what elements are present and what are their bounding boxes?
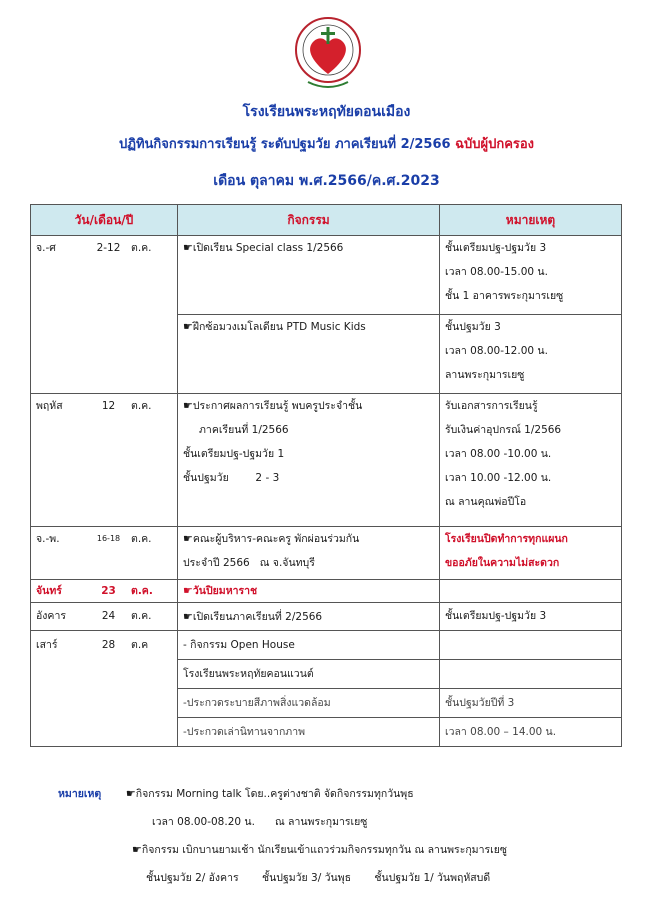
table-row bbox=[31, 580, 622, 603]
date-cell: จันทร์ 23 ต.ค. bbox=[31, 580, 178, 603]
activity-cell: -ประกวดเล่านิทานจากภาพ bbox=[178, 718, 440, 747]
notes-line-1: กิจกรรม Morning talk โดย..ครูต่างชาติ จัดกิจกรรมทุกวันพุธ bbox=[135, 788, 414, 800]
table-row bbox=[31, 236, 622, 315]
date-cell: เสาร์ 28 ต.ค bbox=[31, 631, 178, 747]
note-cell: เวลา 08.00 – 14.00 น. bbox=[440, 718, 622, 747]
table-row bbox=[31, 631, 622, 660]
activity-cell: ☛เปิดเรียนภาคเรียนที่ 2/2566 bbox=[178, 603, 440, 631]
notes-line-2: เวลา 08.00-08.20 น. ณ ลานพระกุมารเยซู bbox=[152, 816, 368, 828]
table-row bbox=[31, 394, 622, 527]
notes-line-4: ชั้นปฐมวัย 2/ อังคาร ชั้นปฐมวัย 3/ วันพุธ ชั้นปฐมวัย 1/ วันพฤหัสบดี bbox=[146, 872, 491, 884]
month-title: เดือน ตุลาคม พ.ศ.2566/ค.ศ.2023 bbox=[213, 173, 440, 189]
note-cell: ชั้นปฐมวัย 3 เวลา 08.00-12.00 น. ลานพระกุมารเยซู bbox=[440, 315, 622, 394]
note-cell bbox=[440, 660, 622, 689]
school-logo bbox=[294, 12, 362, 94]
pointing-hand-icon: ☛ bbox=[183, 399, 193, 412]
pointing-hand-icon: ☛ bbox=[183, 532, 193, 545]
notes-line-3: กิจกรรม เบิกบานยามเช้า นักเรียนเข้าแถวร่วมกิจกรรมทุกวัน ณ ลานพระกุมารเยซู bbox=[141, 844, 508, 856]
school-title: โรงเรียนพระหฤทัยดอนเมือง bbox=[242, 104, 411, 120]
header-activity: กิจกรรม bbox=[178, 205, 440, 236]
note-cell: ชั้นเตรียมปฐ-ปฐมวัย 3 เวลา 08.00-15.00 น. ชั้น 1 อาคารพระกุมารเยซู bbox=[440, 236, 622, 315]
date-cell: พฤหัส 12 ต.ค. bbox=[31, 394, 178, 527]
closure-notice: โรงเรียนปิดทำการทุกแผนก bbox=[445, 533, 568, 545]
pointing-hand-icon: ☛ bbox=[183, 584, 193, 597]
activity-cell: ☛ประกาศผลการเรียนรู้ พบครูประจำชั้น ภาคเรียนที่ 1/2566 ชั้นเตรียมปฐ-ปฐมวัย 1 ชั้นปฐมวัย 2 - 3 bbox=[178, 394, 440, 527]
activity-cell: ☛ฝึกซ้อมวงเมโลเดียน PTD Music Kids bbox=[178, 315, 440, 394]
table-header-row bbox=[31, 205, 622, 236]
table-row bbox=[31, 603, 622, 631]
activity-cell: - กิจกรรม Open House bbox=[178, 631, 440, 660]
note-cell bbox=[440, 580, 622, 603]
activity-cell: ☛เปิดเรียน Special class 1/2566 bbox=[178, 236, 440, 315]
pointing-hand-icon: ☛ bbox=[183, 241, 193, 254]
date-cell: จ.-ศ 2-12 ต.ค. bbox=[31, 236, 178, 394]
notes-label: หมายเหตุ bbox=[58, 788, 102, 800]
note-cell: ชั้นเตรียมปฐ-ปฐมวัย 3 bbox=[440, 603, 622, 631]
schedule-table bbox=[30, 204, 622, 747]
header-date: วัน/เดือน/ปี bbox=[31, 205, 178, 236]
apology-notice: ขออภัยในความไม่สะดวก bbox=[445, 557, 560, 569]
table-row bbox=[31, 527, 622, 580]
note-cell: ชั้นปฐมวัยปีที่ 3 bbox=[440, 689, 622, 718]
pointing-hand-icon: ☛ bbox=[183, 320, 193, 333]
date-cell: อังคาร 24 ต.ค. bbox=[31, 603, 178, 631]
note-cell: รับเอกสารการเรียนรู้ รับเงินค่าอุปกรณ์ 1/2566 เวลา 08.00 -10.00 น. เวลา 10.00 -12.00 น. ณ ลานคุณพ่อปีโอ bbox=[440, 394, 622, 527]
date-cell: จ.-พ. 16-18 ต.ค. bbox=[31, 527, 178, 580]
pointing-hand-icon: ☛ bbox=[132, 843, 142, 856]
activity-cell: ☛คณะผู้บริหาร-คณะครู พักผ่อนร่วมกัน ประจำปี 2566 ณ จ.จันทบุรี bbox=[178, 527, 440, 580]
pointing-hand-icon: ☛ bbox=[125, 787, 136, 800]
subtitle-main: ปฏิทินกิจกรรมการเรียนรู้ ระดับปฐมวัย ภาคเรียนที่ 2/2566 bbox=[118, 137, 451, 152]
note-cell bbox=[440, 631, 622, 660]
activity-cell: โรงเรียนพระหฤทัยคอนแวนต์ bbox=[178, 660, 440, 689]
note-cell bbox=[440, 527, 622, 580]
subtitle-edition: ฉบับผู้ปกครอง bbox=[450, 137, 535, 152]
activity-cell: -ประกวดระบายสีภาพสิ่งแวดล้อม bbox=[178, 689, 440, 718]
activity-cell: ☛วันปิยมหาราช bbox=[178, 580, 440, 603]
calendar-subtitle bbox=[0, 133, 653, 154]
header-note: หมายเหตุ bbox=[440, 205, 622, 236]
pointing-hand-icon: ☛ bbox=[183, 610, 193, 623]
